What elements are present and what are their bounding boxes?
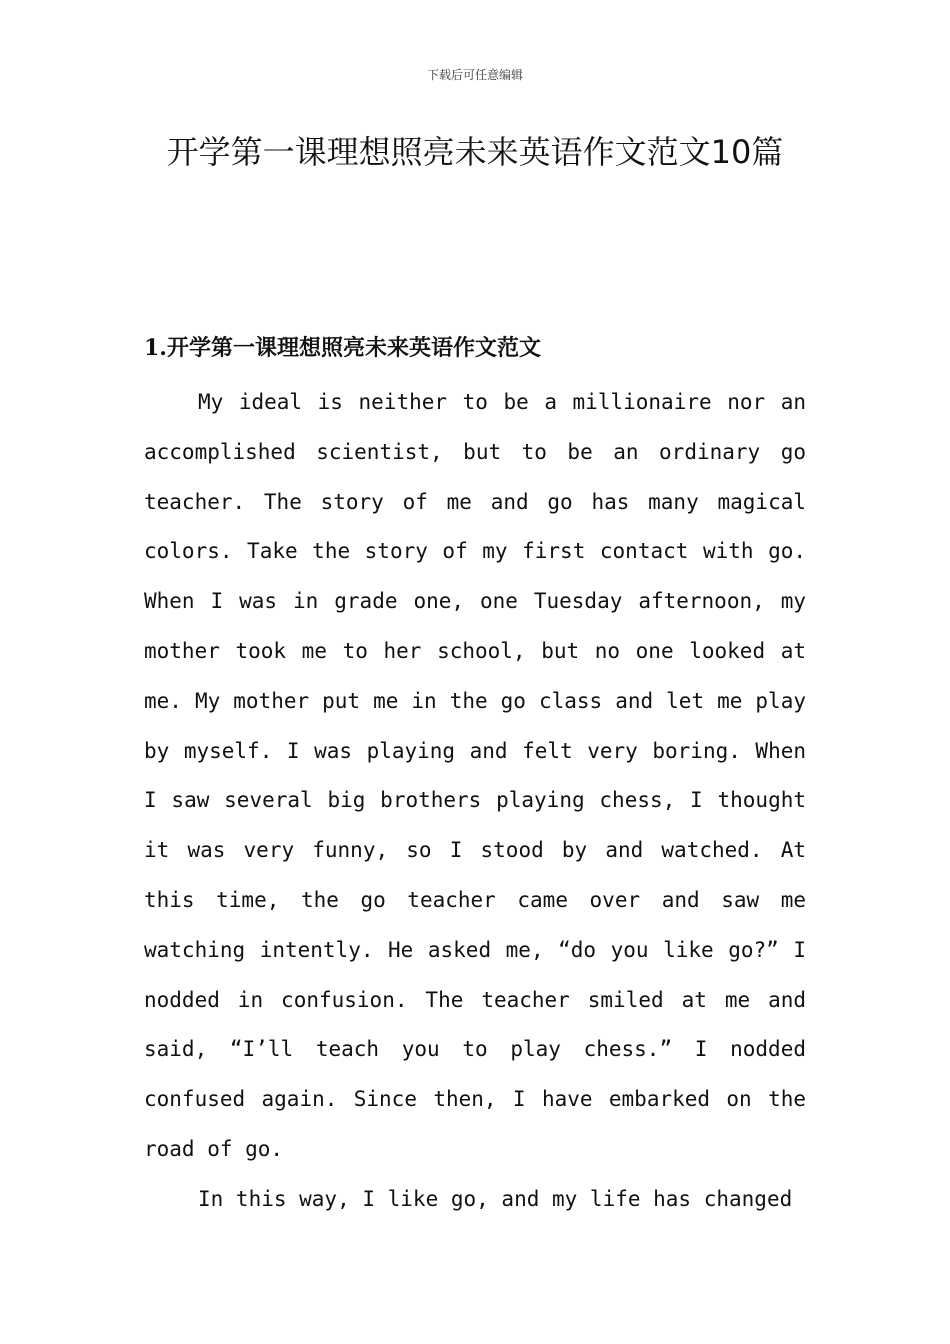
document-title: 开学第一课理想照亮未来英语作文范文10篇 — [166, 133, 784, 171]
paragraph-2: In this way, I like go, and my life has changed — [198, 1186, 793, 1211]
section-heading: 1.开学第一课理想照亮未来英语作文范文 — [144, 335, 541, 361]
paragraph-1: My ideal is neither to be a millionaire nor an accomplished scientist, but to be an ordinary go teacher. The story of me and go has many magical colors. Take the story of my first contact with go. When I was in grade one, one Tuesday afternoon, my mother took me to her school, but no one looked at me. My mother put me in the go class and let me play by myself. I was playing and felt very boring. When I saw several big brothers playing chess, I thought it was very funny, so I stood by and watched. At this time, the go teacher came over and saw me watching intently. He asked me, “do you like go?” I nodded in confusion. The teacher smiled at me and said, “I’ll teach you to play chess.” I nodded confused again. Since then, I have embarked on the road of go. — [144, 390, 806, 1161]
header-note: 下载后可任意编辑 — [426, 68, 523, 82]
essay-body — [144, 378, 806, 1225]
